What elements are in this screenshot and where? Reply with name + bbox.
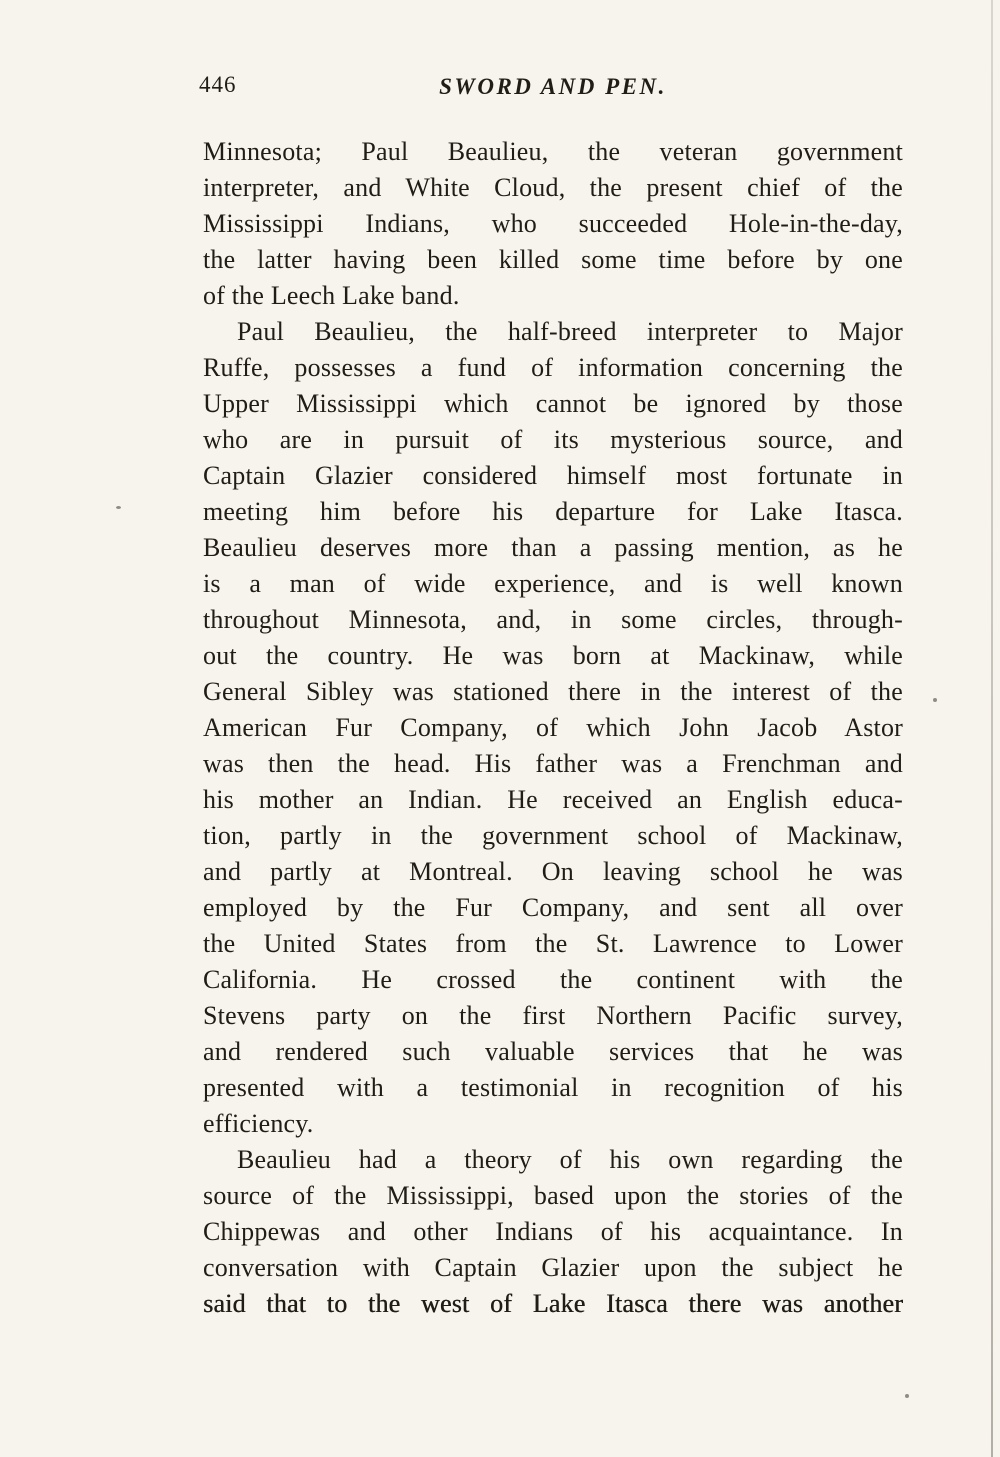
text-line: conversation with Captain Glazier upon the subject he — [203, 1253, 903, 1282]
text-line: Beaulieu deserves more than a passing mention, as he — [203, 533, 903, 562]
scan-edge-line — [991, 0, 993, 1457]
scan-speck — [933, 698, 937, 702]
text-line: out the country. He was born at Mackinaw, while — [203, 641, 903, 670]
body-text — [203, 134, 903, 1322]
text-line: General Sibley was stationed there in the interest of the — [203, 677, 903, 706]
paragraph — [203, 1142, 903, 1322]
text-line: meeting him before his departure for Lake Itasca. — [203, 497, 903, 526]
text-line: American Fur Company, of which John Jacob Astor — [203, 713, 903, 742]
scan-speck — [116, 506, 121, 509]
text-line: and partly at Montreal. On leaving school he was — [203, 857, 903, 886]
text-line: interpreter, and White Cloud, the present chief of the — [203, 173, 903, 202]
text-line: Stevens party on the first Northern Pacific survey, — [203, 1001, 903, 1030]
page-header — [199, 0, 903, 108]
text-line: who are in pursuit of its mysterious source, and — [203, 425, 903, 454]
text-line: efficiency. — [203, 1109, 314, 1138]
text-line: the United States from the St. Lawrence to Lower — [203, 929, 903, 958]
running-header-title: SWORD AND PEN. — [439, 74, 667, 99]
text-line: his mother an Indian. He received an English educa- — [203, 785, 903, 814]
text-line: employed by the Fur Company, and sent all over — [203, 893, 903, 922]
text-line: presented with a testimonial in recognition of his — [203, 1073, 903, 1102]
text-line: Mississippi Indians, who succeeded Hole-in-the-day, — [203, 209, 903, 238]
text-line: and rendered such valuable services that he was — [203, 1037, 903, 1066]
text-line: Ruffe, possesses a fund of information concerning the — [203, 353, 903, 382]
text-line: source of the Mississippi, based upon the stories of the — [203, 1181, 903, 1210]
text-line: was then the head. His father was a Frenchman and — [203, 749, 903, 778]
scan-speck — [905, 1394, 909, 1398]
text-line: Paul Beaulieu, the half-breed interpreter to Major — [237, 317, 903, 346]
text-line: throughout Minnesota, and, in some circles, through- — [203, 605, 903, 634]
text-line: tion, partly in the government school of Mackinaw, — [203, 821, 903, 850]
page-number: 446 — [199, 72, 237, 97]
text-line: the latter having been killed some time before by one — [203, 245, 903, 274]
paragraph — [203, 314, 903, 1142]
text-line: said that to the west of Lake Itasca there was another — [203, 1289, 903, 1318]
text-line: of the Leech Lake band. — [203, 281, 460, 310]
text-line: Upper Mississippi which cannot be ignored by those — [203, 389, 903, 418]
text-line: Beaulieu had a theory of his own regarding the — [237, 1145, 903, 1174]
text-line: Captain Glazier considered himself most fortunate in — [203, 461, 903, 490]
text-line: Chippewas and other Indians of his acquaintance. In — [203, 1217, 903, 1246]
paragraph — [203, 134, 903, 314]
text-line: Minnesota; Paul Beaulieu, the veteran government — [203, 137, 903, 166]
text-line: is a man of wide experience, and is well known — [203, 569, 903, 598]
text-line: California. He crossed the continent with the — [203, 965, 903, 994]
